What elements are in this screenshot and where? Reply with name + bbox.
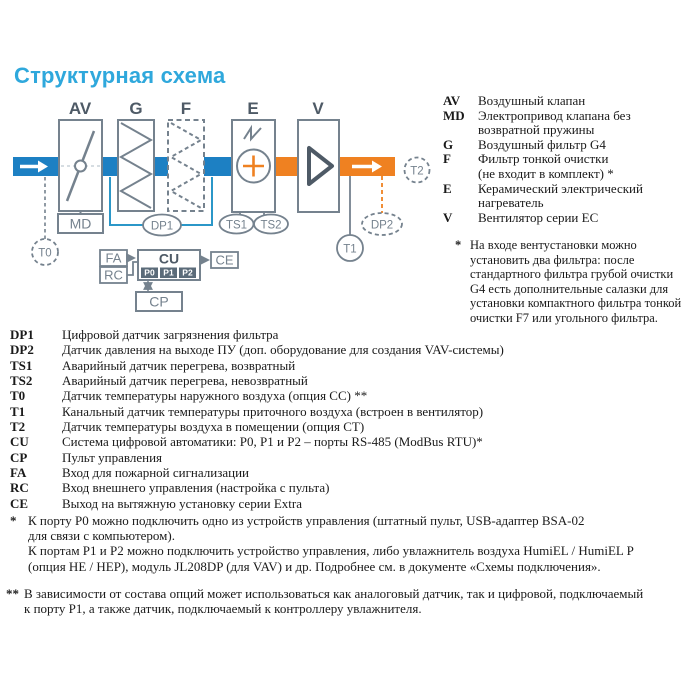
label-f: F — [180, 99, 192, 118]
legend-desc: Вентилятор серии ЕС — [478, 209, 599, 225]
rc-to-cu-wire — [128, 262, 138, 275]
legend-code: MD — [443, 107, 465, 123]
legend-row — [443, 211, 695, 226]
asterisk-marker: * — [10, 513, 17, 528]
list-item: FA Вход для пожарной сигнализации — [10, 465, 249, 481]
ce-label: CE — [215, 252, 234, 268]
legend-desc: (не входит в комплект) * — [478, 165, 614, 181]
list-item: TS1 Аварийный датчик перегрева, возвратный — [10, 357, 296, 373]
legend-code: V — [443, 209, 453, 225]
list-item: T2 Датчик температуры воздуха в помещении (опция СТ) — [10, 419, 365, 435]
legend-desc: Фильтр тонкой очистки — [478, 151, 609, 167]
t1-sensor — [337, 176, 363, 261]
legend-code: G — [443, 136, 454, 152]
legend-desc: возвратной пружины — [478, 122, 595, 138]
list-item: T0 Датчик температуры наружного воздуха (опция СС) ** — [10, 388, 368, 404]
legend-row — [443, 152, 695, 181]
label-av: AV — [68, 99, 92, 118]
legend-row — [443, 109, 695, 138]
footnote-text: К порту P0 можно подключить одно из устройств управления (штатный пульт, USB-адаптер BSA-02 для связи с компьютером). К портам P1 и P2 можно подключить устройство управления, либо увлажнитель воздуха HumiEL / HumiEL P (опция HE / HEP), модуль JL208DP (для VAV) и др. Подробнее см. в документе «Схемы подключения». — [28, 513, 634, 574]
rc-label: RC — [104, 267, 123, 283]
p2-label: P2 — [182, 267, 193, 278]
control-unit-block — [100, 250, 238, 311]
t1-label: T1 — [343, 243, 357, 256]
dp1-sensor — [143, 215, 181, 236]
t2-label: T2 — [410, 165, 424, 178]
list-item: RC Вход внешнего управления (настройка с пульта) — [10, 480, 330, 496]
footnote-text: В зависимости от состава опций может использоваться как аналоговый датчик, так и цифровой, подключаемый к порту P1, а также датчик, подключаемый к контроллеру увлажнителя. — [24, 586, 644, 617]
list-item: DP1 Цифровой датчик загрязнения фильтра — [10, 327, 279, 342]
cp-label: CP — [149, 293, 169, 310]
page-title: Структурная схема — [14, 63, 226, 88]
cu-label: CU — [158, 250, 180, 267]
t2-sensor — [405, 158, 430, 183]
list-item: DP2 Датчик давления на выходе ПУ (доп. оборудование для создания VAV-системы) — [10, 342, 504, 358]
fan-box — [298, 120, 339, 212]
ts1-sensor — [220, 212, 254, 234]
md-actuator — [58, 211, 103, 233]
t0-label: T0 — [38, 247, 52, 260]
ts1-label: TS1 — [225, 219, 248, 232]
legend-desc: Воздушный фильтр G4 — [478, 136, 606, 152]
label-g: G — [129, 99, 143, 118]
note-text: На входе вентустановки можно установить два фильтра: после стандартного фильтра грубой очистки G4 есть дополнительные салазки для установки компактного фильтра тонкой очистки F7 или угольного фильтра. — [470, 238, 682, 325]
legend-desc: нагреватель — [478, 195, 544, 211]
md-label: MD — [69, 215, 92, 232]
structural-diagram — [0, 60, 440, 330]
list-item: CE Выход на вытяжную установку серии Extra — [10, 495, 303, 511]
list-item: TS2 Аварийный датчик перегрева, невозвратный — [10, 373, 308, 389]
ts2-sensor — [254, 212, 288, 234]
heater-box — [232, 120, 275, 212]
legend-code: AV — [443, 93, 461, 108]
footnote-ports — [10, 513, 698, 574]
fine-filter-box — [168, 120, 204, 211]
list-item: T1 Канальный датчик температуры приточного воздуха (встроен в вентилятор) — [10, 403, 484, 419]
list-item: CU Система цифровой автоматики: P0, P1 и P2 – порты RS-485 (ModBus RTU)* — [10, 434, 483, 450]
legend-row — [443, 182, 695, 211]
legend-desc: Керамический электрический — [478, 180, 643, 196]
dp1-label: DP1 — [150, 220, 174, 233]
heater-plus-icon — [237, 150, 270, 183]
asterisk-marker: * — [455, 238, 462, 252]
legend-row — [443, 94, 695, 109]
label-v: V — [312, 99, 324, 118]
abbreviation-list — [10, 327, 698, 511]
double-asterisk-marker: ** — [6, 586, 19, 601]
footnote-sensor-options — [6, 586, 698, 616]
dp2-label: DP2 — [370, 219, 394, 232]
p1-label: P1 — [163, 267, 174, 278]
legend-code: F — [443, 151, 451, 167]
p0-label: P0 — [144, 267, 155, 278]
legend-row — [443, 138, 695, 153]
dp2-sensor — [362, 176, 402, 235]
label-e: E — [247, 99, 259, 118]
filter-g4-box — [118, 120, 154, 211]
ts2-label: TS2 — [260, 219, 282, 232]
t0-sensor — [32, 177, 58, 265]
component-legend — [443, 94, 695, 225]
filter-option-note — [455, 238, 700, 325]
fa-label: FA — [105, 250, 122, 266]
air-valve-box — [59, 120, 102, 211]
legend-desc: Воздушный клапан — [478, 93, 586, 108]
legend-code: E — [443, 180, 452, 196]
legend-desc: Электропривод клапана без — [478, 107, 631, 123]
list-item: CP Пульт управления — [10, 449, 163, 465]
